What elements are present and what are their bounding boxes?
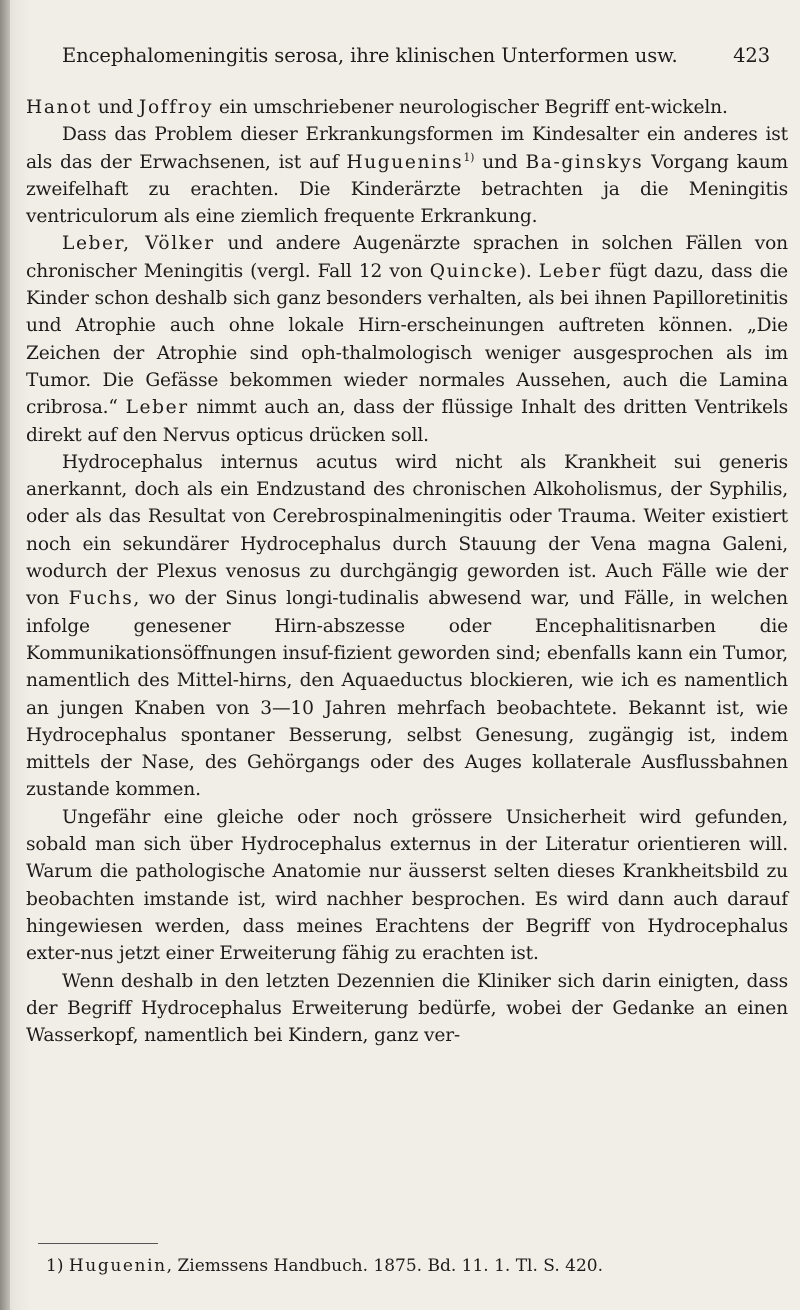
- page-number: 423: [733, 44, 770, 67]
- text-run: und: [91, 97, 139, 118]
- author-name: Quincke: [429, 260, 519, 282]
- text-run: ein umschriebener neurologischer Begriff ent-wickeln.: [213, 97, 728, 118]
- footnote-rule: [38, 1243, 158, 1244]
- text-run: und: [474, 151, 526, 173]
- text-run: Wenn deshalb in den letzten Dezennien die Kliniker sich darin einigten, dass der Begriff Hydrocephalus Erweiterung bedürfe, wobei der Gedanke an einen Wasserkopf, namentlich bei Kindern, ganz ver-: [26, 970, 788, 1047]
- running-title: Encephalomeningitis serosa, ihre klinischen Unterformen usw.: [62, 44, 678, 67]
- text-run: ).: [518, 260, 539, 282]
- author-name: Fuchs: [68, 588, 134, 610]
- author-name: Leber: [538, 260, 602, 282]
- author-name: Leber, Völker: [62, 233, 215, 255]
- author-name: Hanot: [26, 97, 92, 118]
- page-header: [62, 44, 770, 74]
- text-run: nimmt auch an, dass der flüssige Inhalt des dritten Ventrikels direkt auf den Nervus opticus drücken soll.: [26, 397, 789, 446]
- paragraph-2: [26, 121, 788, 230]
- text-run: , wo der Sinus longi-tudinalis abwesend war, und Fälle, in welchen infolge genesener Hirn-abszesse oder Encephalitisnarben die Kommunikationsöffnungen insuf-fizient geworden sind; ebenfalls kann ein Tumor, namentlich des Mittel-hirns, den Aquaeductus blockieren, wie ich es namentlich an jungen Knaben von 3—10 Jahren mehrfach beobachtete. Bekannt ist, wie Hydrocephalus spontaner Besserung, selbst Genesung, zugängig ist, indem mittels der Nase, des Gehörgangs oder des Auges kollaterale Ausflussbahnen zustande kommen.: [26, 588, 788, 801]
- footnote-text: , Ziemssens Handbuch. 1875. Bd. 11. 1. Tl. S. 420.: [166, 1256, 603, 1276]
- footnote-marker: 1): [46, 1256, 64, 1276]
- paragraph-3: [26, 230, 788, 448]
- text-run: Dass das Problem dieser Erkrankungsformen im Kindesalter ein anderes ist als das der Erwachsenen, ist auf: [26, 124, 788, 173]
- paragraph-1: [26, 94, 788, 121]
- author-name: Joffroy: [138, 97, 214, 118]
- footnote: [46, 1255, 776, 1277]
- body-text: [26, 94, 788, 1049]
- footnote-ref: 1): [463, 150, 475, 164]
- text-run: Vorgang kaum zweifelhaft zu erachten. Die Kinderärzte betrachten ja die Meningitis ventriculorum als eine ziemlich frequente Erkrankung.: [26, 151, 789, 228]
- text-run: Hydrocephalus internus acutus wird nicht als Krankheit sui generis anerkannt, doch als ein Endzustand des chronischen Alkoholismus, der Syphilis, oder als das Resultat von Cerebrospinalmeningitis oder Trauma. Weiter existiert noch ein sekundärer Hydrocephalus durch Stauung der Vena magna Galeni, wodurch der Plexus venosus zu durchgängig geworden ist. Auch Fälle wie der von: [26, 451, 788, 610]
- author-name: Huguenins: [346, 151, 464, 173]
- paragraph-6: [26, 968, 788, 1050]
- text-run: fügt dazu, dass die Kinder schon deshalb sich ganz besonders verhalten, als bei ihnen Papilloretinitis und Atrophie auch ohne lokale Hirn-erscheinungen auftreten können. „Die Zeichen der Atrophie sind oph-thalmologisch weniger ausgesprochen als im Tumor. Die Gefässe bekommen wieder normales Aussehen, auch die Lamina cribrosa.“: [26, 260, 789, 419]
- paragraph-5: [26, 804, 788, 968]
- author-name: Leber: [125, 397, 189, 419]
- text-run: und andere Augenärzte sprachen in solchen Fällen von chronischer Meningitis (vergl. Fall 12 von: [26, 233, 789, 282]
- paragraph-4: [26, 449, 788, 804]
- footnote-author: Huguenin: [68, 1256, 167, 1276]
- text-run: Ungefähr eine gleiche oder noch grössere Unsicherheit wird gefunden, sobald man sich über Hydrocephalus externus in der Literatur orientieren will. Warum die pathologische Anatomie nur äusserst selten dieses Krankheitsbild zu beobachten imstande ist, wird nachher besprochen. Es wird dann auch darauf hingewiesen werden, dass meines Erachtens der Begriff von Hydrocephalus exter-nus jetzt einer Erweiterung fähig zu erachten ist.: [26, 806, 788, 965]
- book-spine-shadow: [0, 0, 10, 1310]
- author-name: Ba-ginskys: [525, 151, 644, 173]
